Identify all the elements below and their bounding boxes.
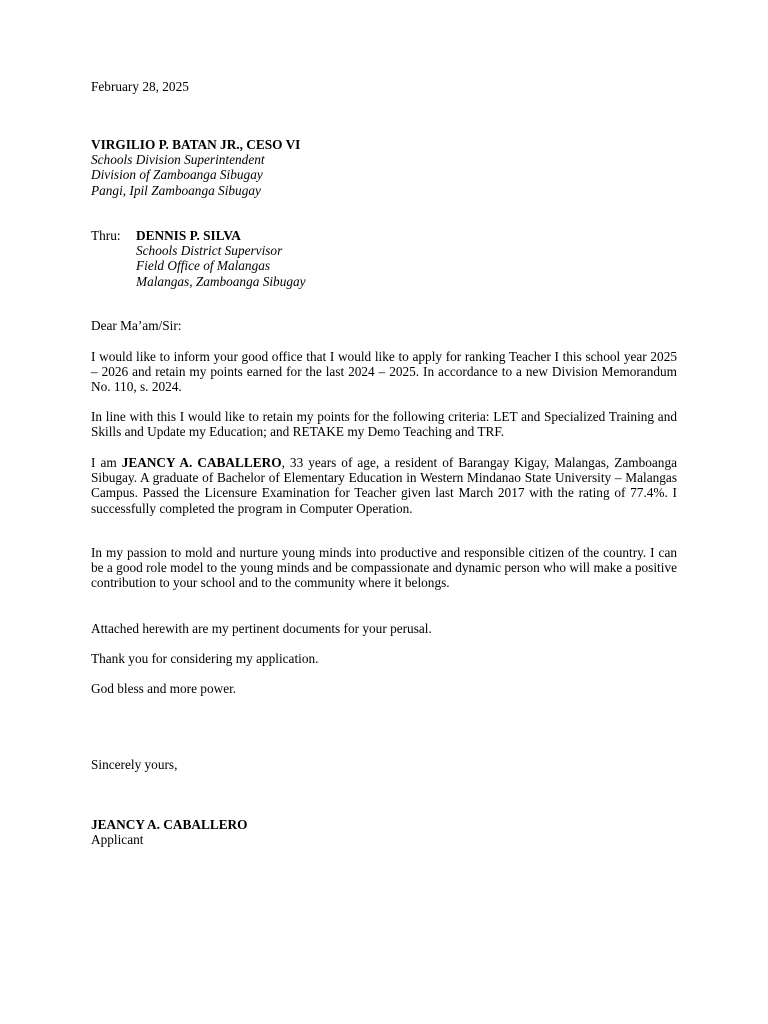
recipient-block xyxy=(91,137,677,198)
thru-office: Field Office of Malangas xyxy=(136,258,271,274)
signatory-name: JEANCY A. CABALLERO xyxy=(91,817,248,832)
paragraph-5-text: Attached herewith are my pertinent documents for your perusal. xyxy=(91,621,432,636)
paragraph-6-text: Thank you for considering my application. xyxy=(91,651,319,666)
signatory-role: Applicant xyxy=(91,832,144,848)
paragraph-1: I would like to inform your good office that I would like to apply for ranking Teacher I this school year 2025 – 2026 and retain my points earned for the last 2024 – 2025. In accordance to a new Division Memorandum No. 110, s. 2024. xyxy=(91,349,677,395)
thru-title: Schools District Supervisor xyxy=(136,243,283,259)
recipient-name: VIRGILIO P. BATAN JR., CESO VI xyxy=(91,137,301,152)
thru-block xyxy=(136,228,536,289)
paragraph-5 xyxy=(91,621,677,636)
thru-label: Thru: xyxy=(91,228,121,243)
recipient-division: Division of Zamboanga Sibugay xyxy=(91,167,263,183)
thru-address: Malangas, Zamboanga Sibugay xyxy=(136,273,306,289)
paragraph-3-name: JEANCY A. CABALLERO xyxy=(121,455,282,470)
paragraph-3-rest: , 33 years of age, a resident of Barangay Kigay, Malangas, Zamboanga Sibugay. A graduate of Bachelor of Elementary Education in Western Mindanao State University – Malangas Campus. Passed the Licensure Examination for Teacher given last March 2017 with the rating of 77.4%. I successfully completed the program in Computer Operation. xyxy=(91,455,677,516)
date-text: February 28, 2025 xyxy=(91,79,189,94)
paragraph-3-lead: I am xyxy=(91,455,122,470)
closing-text: Sincerely yours, xyxy=(91,757,178,772)
recipient-address: Pangi, Ipil Zamboanga Sibugay xyxy=(91,182,261,198)
salutation xyxy=(91,318,677,333)
closing xyxy=(91,757,677,772)
paragraph-3 xyxy=(91,455,677,516)
recipient-title: Schools Division Superintendent xyxy=(91,152,265,168)
paragraph-6 xyxy=(91,651,677,666)
signatory-block xyxy=(91,817,677,847)
paragraph-7 xyxy=(91,681,677,696)
salutation-text: Dear Ma’am/Sir: xyxy=(91,318,182,333)
thru-name: DENNIS P. SILVA xyxy=(136,228,241,243)
paragraph-7-text: God bless and more power. xyxy=(91,681,237,696)
paragraph-4: In my passion to mold and nurture young minds into productive and responsible citizen of the country. I can be a good role model to the young minds and be compassionate and dynamic person who will make a positive contribution to your school and to the community where it belongs. xyxy=(91,545,677,591)
paragraph-2: In line with this I would like to retain my points for the following criteria: LET and Specialized Training and Skills and Update my Education; and RETAKE my Demo Teaching and TRF. xyxy=(91,409,677,440)
letter-date xyxy=(91,79,677,94)
